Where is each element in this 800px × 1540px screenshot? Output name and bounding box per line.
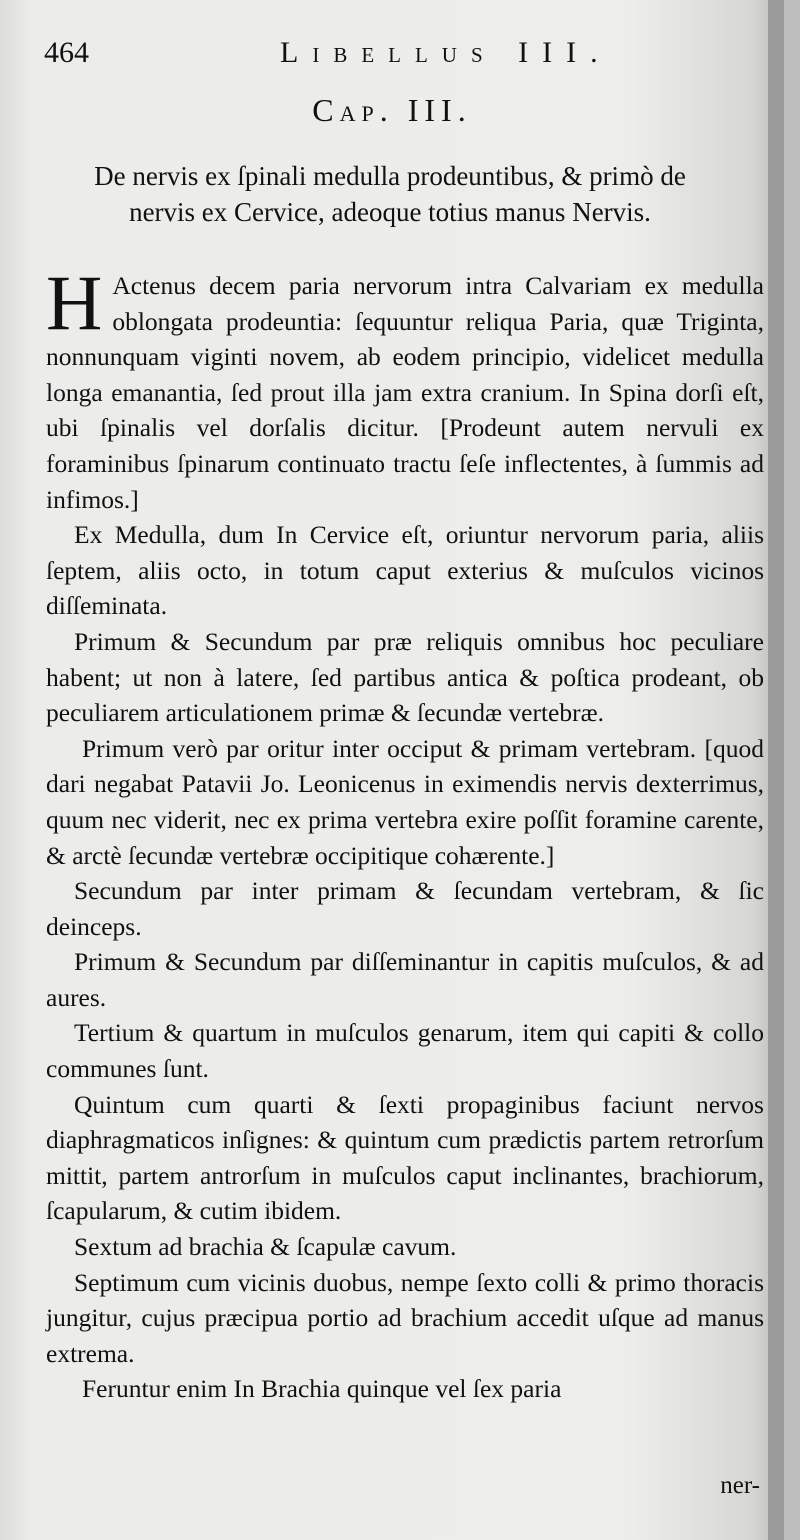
paragraph-text: Actenus decem paria nervorum intra Calvariam ex medulla oblongata prodeuntia: ſequuntur reliqua Paria, quæ Triginta, nonnunquam viginti novem, ab eodem principio, videlicet medulla longa emanantia, ſed prout illa jam extra cranium. In Spina dorſi eſt, ubi ſpinalis vel dorſalis dicitur. [Prodeunt autem nervuli ex foraminibus ſpinarum continuato tractu ſeſe inflectentes, à ſummis ad infimos.] — [46, 271, 764, 514]
paragraph-11: Feruntur enim In Brachia quinque vel ſex paria — [82, 1374, 562, 1404]
paragraph-3: Primum & Secundum par præ reliquis omnibus hoc peculiare habent; ut non à latere, ſed partibus antica & poſtica prodeant, ob peculiarem articulationem primæ & ſecundæ vertebræ. — [46, 626, 764, 728]
drop-cap: H — [46, 259, 103, 346]
paragraph-10: Septimum cum vicinis duobus, nempe ſexto colli & primo thoracis jungitur, cujus præcipua portio ad brachium accedit uſque ad manus extrema. — [46, 1267, 764, 1368]
page-number: 464 — [44, 36, 89, 69]
paragraph-7: Tertium & quartum in muſculos genarum, item qui capiti & collo communes ſunt. — [46, 1018, 764, 1084]
paragraph-6: Primum & Secundum par diſſeminantur in capitis muſculos, & ad aures. — [46, 947, 764, 1012]
paragraph-4: Primum verò par oritur inter occiput & primam vertebram. [quod dari negabat Patavii Jo. Leonicenus in eximendis nervis dexterrimus, quum nec viderit, nec ex prima vertebra exire poſſit foramine carente, & arctè ſecundæ vertebræ occipitique cohærente.] — [46, 733, 764, 870]
paragraph-5: Secundum par inter primam & ſecundam vertebram, & ſic deinceps. — [46, 876, 764, 941]
paragraph-8: Quintum cum quarti & ſexti propaginibus faciunt nervos diaphragmaticos inſignes: & quintum cum prædictis partem retrorſum mittit, partem antrorſum in muſculos caput inclinantes, brachiorum, ſcapularum, & cutim ibidem. — [46, 1089, 764, 1226]
paragraph-2: Ex Medulla, dum In Cervice eſt, oriuntur nervorum paria, aliis ſeptem, aliis octo, in totum caput exterius & muſculos vicinos diſſeminata. — [46, 520, 764, 621]
chapter-heading: Cap. III. — [312, 92, 472, 128]
chapter-title: De nervis ex ſpinali medulla prodeuntibus, & primò de nervis ex Cervice, adeoque totius manus Nervis. — [94, 161, 686, 227]
body-text — [46, 259, 764, 1407]
catchword: ner- — [720, 1472, 760, 1499]
paragraph-9: Sextum ad brachia & ſcapulæ cavum. — [74, 1232, 457, 1262]
paragraph-1 — [46, 259, 764, 517]
book-gutter — [768, 0, 784, 1540]
page-header — [40, 36, 760, 86]
running-head: Libellus III. — [280, 36, 612, 69]
